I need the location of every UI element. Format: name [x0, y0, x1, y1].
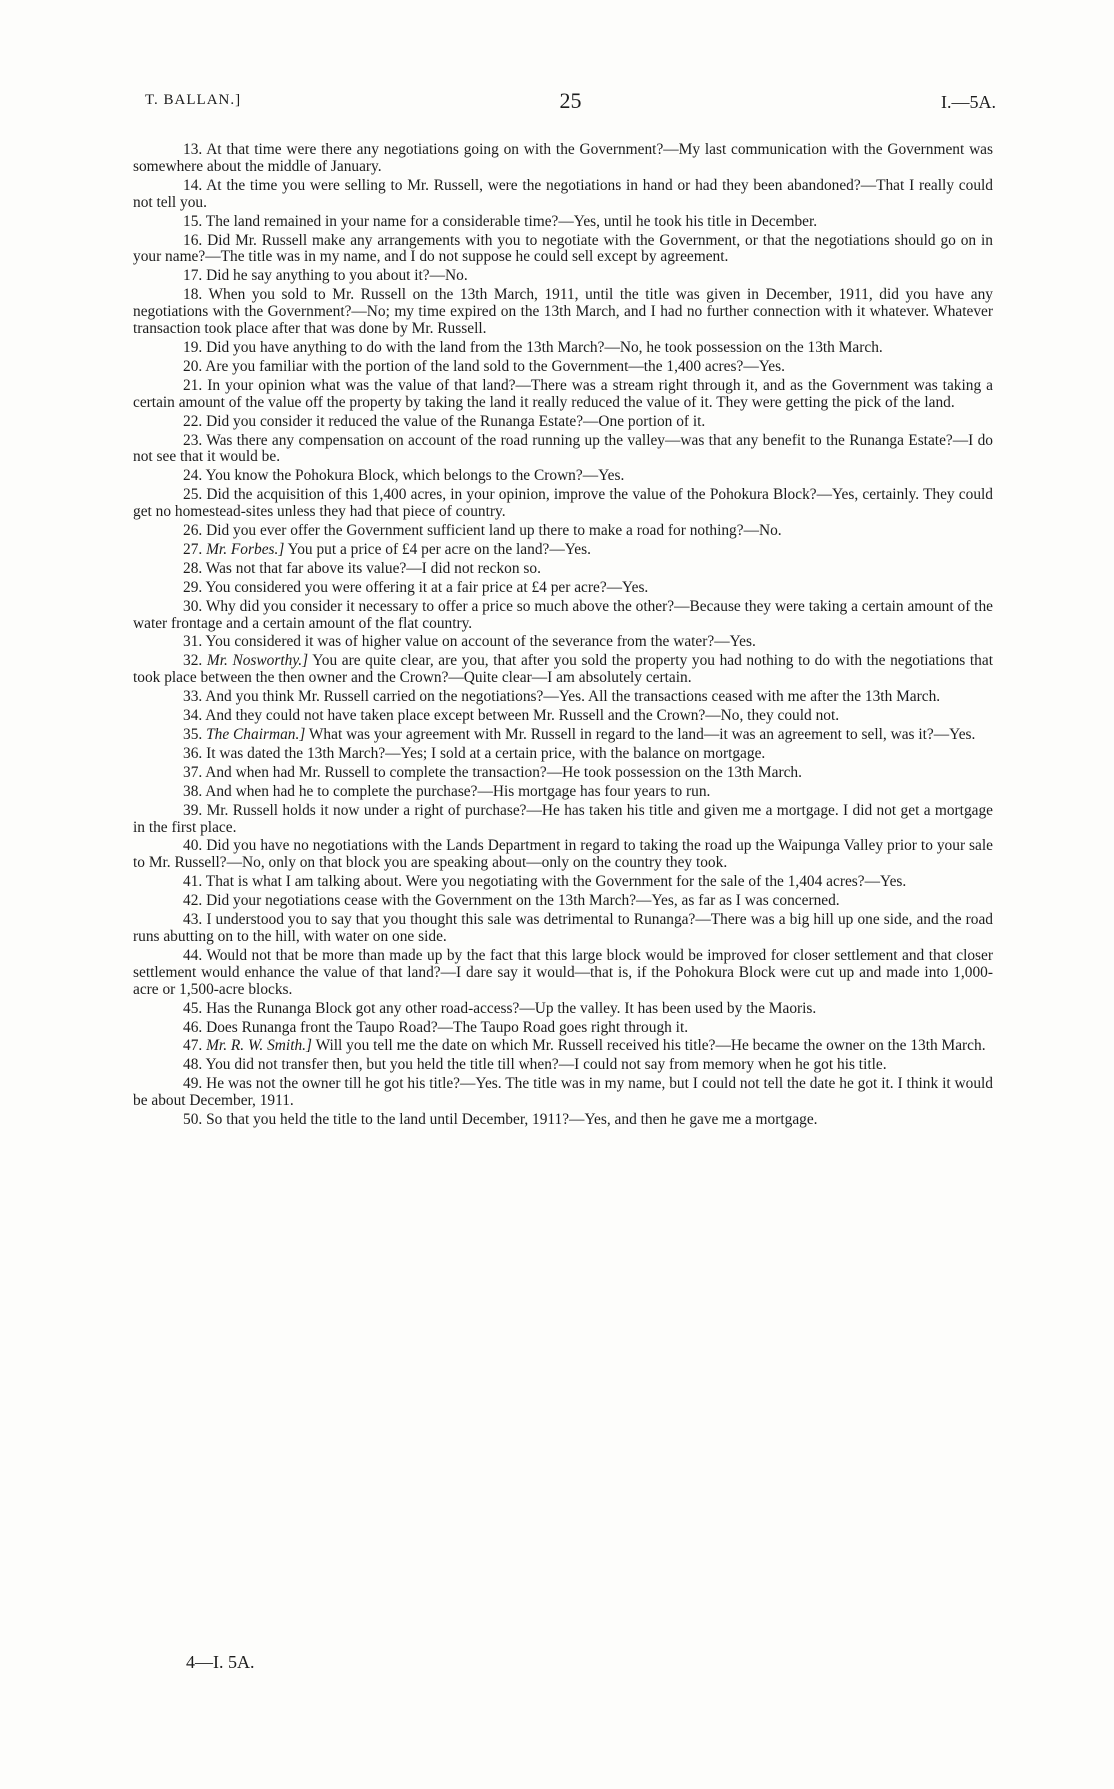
evidence-paragraph [133, 233, 993, 267]
evidence-paragraph [133, 1038, 993, 1055]
evidence-paragraph [133, 268, 993, 285]
speaker-name: The Chairman.] [206, 726, 306, 743]
evidence-text-span: 39. Mr. Russell holds it now under a right of purchase?—He has taken his title and given me a mortgage. I did not get a mortgage in the first place. [133, 801, 993, 836]
evidence-text-span: 43. I understood you to say that you thought this sale was detrimental to Runanga?—There was a big hill up one side, and the road runs abutting on to the hill, with water on one side. [133, 911, 993, 945]
evidence-paragraph [133, 178, 993, 212]
evidence-paragraph [133, 523, 993, 540]
speaker-name: Mr. R. W. Smith.] [206, 1037, 313, 1055]
evidence-paragraph [133, 468, 993, 485]
question-number: 35. [183, 726, 203, 743]
evidence-paragraph [133, 487, 993, 521]
evidence-text-span: 15. The land remained in your name for a considerable time?—Yes, until he took his title in December. [183, 212, 818, 230]
evidence-paragraph [133, 340, 993, 357]
evidence-text-span: 25. Did the acquisition of this 1,400 acres, in your opinion, improve the value of the Pohokura Block?—Yes, certainly. They could get no homestead-sites unless they had that piece of country. [133, 486, 993, 521]
evidence-paragraph [133, 599, 993, 633]
evidence-text [133, 142, 993, 1131]
evidence-paragraph [133, 433, 993, 467]
evidence-paragraph [133, 838, 993, 872]
evidence-paragraph [133, 727, 993, 744]
evidence-text-span: 40. Did you have no negotiations with the Lands Department in regard to taking the road up the Waipunga Valley prior to your sale to Mr. Russell?—No, only on that block you are speaking about—only on the country they took. [133, 837, 993, 872]
evidence-text-span: What was your agreement with Mr. Russell in regard to the land—it was an agreement to sell, was it?—Yes. [308, 726, 976, 743]
evidence-paragraph [133, 1001, 993, 1018]
evidence-text-span: 33. And you think Mr. Russell carried on the negotiations?—Yes. All the transactions ceased with me after the 13th March. [183, 688, 941, 706]
evidence-text-span: 29. You considered you were offering it at a fair price at £4 per acre?—Yes. [183, 578, 649, 596]
evidence-text-span: 30. Why did you consider it necessary to offer a price so much above the other?—Because they were taking a certain amount of the water frontage and a certain amount of the flat country. [133, 597, 993, 632]
evidence-text-span: 13. At that time were there any negotiations going on with the Government?—My last communication with the Government was somewhere about the middle of January. [133, 141, 993, 175]
evidence-text-span: 50. So that you held the title to the land until December, 1911?—Yes, and then he gave me a mortgage. [183, 1111, 818, 1129]
evidence-paragraph [133, 414, 993, 431]
evidence-text-span: You put a price of £4 per acre on the land?—Yes. [287, 540, 591, 558]
evidence-paragraph [133, 214, 993, 231]
evidence-text-span: 41. That is what I am talking about. Were you negotiating with the Government for the sale of the 1,404 acres?—Yes. [183, 873, 907, 891]
page-number: 25 [559, 88, 582, 113]
witness-name: T. BALLAN.] [145, 92, 242, 108]
evidence-text-span: You are quite clear, are you, that after you sold the property you had nothing to do with the negotiations that took place between the then owner and the Crown?—Quite clear—I am absolutely certain. [133, 652, 993, 687]
evidence-paragraph [133, 746, 993, 763]
evidence-text-span: 16. Did Mr. Russell make any arrangements with you to negotiate with the Government, or that the negotiations should go on in your name?—The title was in my name, and I do not suppose he could sell except by agreement. [133, 231, 993, 266]
evidence-paragraph [133, 1076, 993, 1110]
evidence-text-span: 45. Has the Runanga Block got any other road-access?—Up the valley. It has been used by the Maoris. [183, 999, 817, 1017]
evidence-text-span: 37. And when had Mr. Russell to complete the transaction?—He took possession on the 13th March. [183, 763, 802, 781]
speaker-name: Mr. Nosworthy.] [206, 652, 309, 670]
evidence-text-span: 20. Are you familiar with the portion of the land sold to the Government—the 1,400 acres?—Yes. [183, 357, 785, 375]
evidence-text-span: 18. When you sold to Mr. Russell on the 13th March, 1911, until the title was given in December, 1911, did you have any negotiations with the Government?—No; my time expired on the 13th March, and I had no further connection with it whatever. Whatever transaction took place after that was done by Mr. Russell. [133, 286, 993, 338]
evidence-text-span: 19. Did you have anything to do with the land from the 13th March?—No, he took possession on the 13th March. [183, 338, 883, 356]
evidence-text-span: 17. Did he say anything to you about it?—No. [183, 267, 468, 285]
evidence-paragraph [133, 765, 993, 782]
evidence-paragraph [133, 803, 993, 837]
evidence-paragraph [133, 1112, 993, 1129]
question-number: 27. [183, 540, 203, 558]
evidence-text-span: 38. And when had he to complete the purchase?—His mortgage has four years to run. [183, 782, 711, 800]
evidence-paragraph [133, 378, 993, 412]
evidence-paragraph [133, 561, 993, 578]
evidence-text-span: Will you tell me the date on which Mr. Russell received his title?—He became the owner on the 13th March. [315, 1037, 986, 1055]
evidence-text-span: 36. It was dated the 13th March?—Yes; I sold at a certain price, with the balance on mortgage. [183, 744, 766, 762]
evidence-text-span: 34. And they could not have taken place except between Mr. Russell and the Crown?—No, they could not. [183, 707, 840, 725]
evidence-paragraph [133, 874, 993, 891]
evidence-paragraph [133, 580, 993, 597]
evidence-paragraph [133, 653, 993, 687]
evidence-paragraph [133, 287, 993, 338]
evidence-text-span: 22. Did you consider it reduced the value of the Runanga Estate?—One portion of it. [183, 412, 706, 430]
evidence-text-span: 49. He was not the owner till he got his title?—Yes. The title was in my name, but I could not tell the date he got it. I think it would be about December, 1911. [133, 1075, 993, 1110]
evidence-paragraph [133, 634, 993, 651]
evidence-text-span: 46. Does Runanga front the Taupo Road?—The Taupo Road goes right through it. [183, 1018, 689, 1036]
document-reference: I.—5A. [941, 92, 996, 112]
evidence-paragraph [133, 1057, 993, 1074]
evidence-paragraph [133, 542, 993, 559]
evidence-text-span: 28. Was not that far above its value?—I did not reckon so. [183, 559, 541, 577]
evidence-text-span: 26. Did you ever offer the Government sufficient land up there to make a road for nothing?—No. [183, 522, 782, 540]
question-number: 32. [183, 652, 203, 670]
evidence-text-span: 31. You considered it was of higher value on account of the severance from the water?—Yes. [183, 633, 756, 651]
evidence-paragraph [133, 689, 993, 706]
evidence-paragraph [133, 893, 993, 910]
evidence-paragraph [133, 1020, 993, 1037]
evidence-text-span: 21. In your opinion what was the value of that land?—There was a stream right through it, and as the Government was taking a certain amount of the value off the property by taking the land it really reduced the value of it. They were getting the pick of the land. [133, 376, 993, 411]
evidence-text-span: 44. Would not that be more than made up by the fact that this large block would be improved for closer settlement and that closer settlement would enhance the value of that land?—I dare say it would—that is, if the Pohokura Block were cut up and made into 1,000-acre or 1,500-acre blocks. [133, 946, 993, 998]
question-number: 47. [183, 1037, 203, 1055]
signature-mark: 4—I. 5A. [186, 1652, 255, 1672]
evidence-paragraph [133, 359, 993, 376]
evidence-paragraph [133, 708, 993, 725]
evidence-text-span: 23. Was there any compensation on account of the road running up the valley—was that any benefit to the Runanga Estate?—I do not see that it would be. [133, 431, 993, 466]
evidence-paragraph [133, 912, 993, 946]
evidence-text-span: 14. At the time you were selling to Mr. Russell, were the negotiations in hand or had they been abandoned?—That I really could not tell you. [133, 176, 993, 211]
evidence-paragraph [133, 948, 993, 999]
evidence-text-span: 24. You know the Pohokura Block, which belongs to the Crown?—Yes. [183, 467, 625, 485]
speaker-name: Mr. Forbes.] [206, 540, 285, 558]
evidence-paragraph [133, 784, 993, 801]
evidence-paragraph [133, 142, 993, 176]
evidence-text-span: 42. Did your negotiations cease with the Government on the 13th March?—Yes, as far as I was concerned. [183, 892, 840, 910]
evidence-text-span: 48. You did not transfer then, but you held the title till when?—I could not say from memory when he got his title. [183, 1056, 887, 1074]
page-header [145, 88, 996, 118]
